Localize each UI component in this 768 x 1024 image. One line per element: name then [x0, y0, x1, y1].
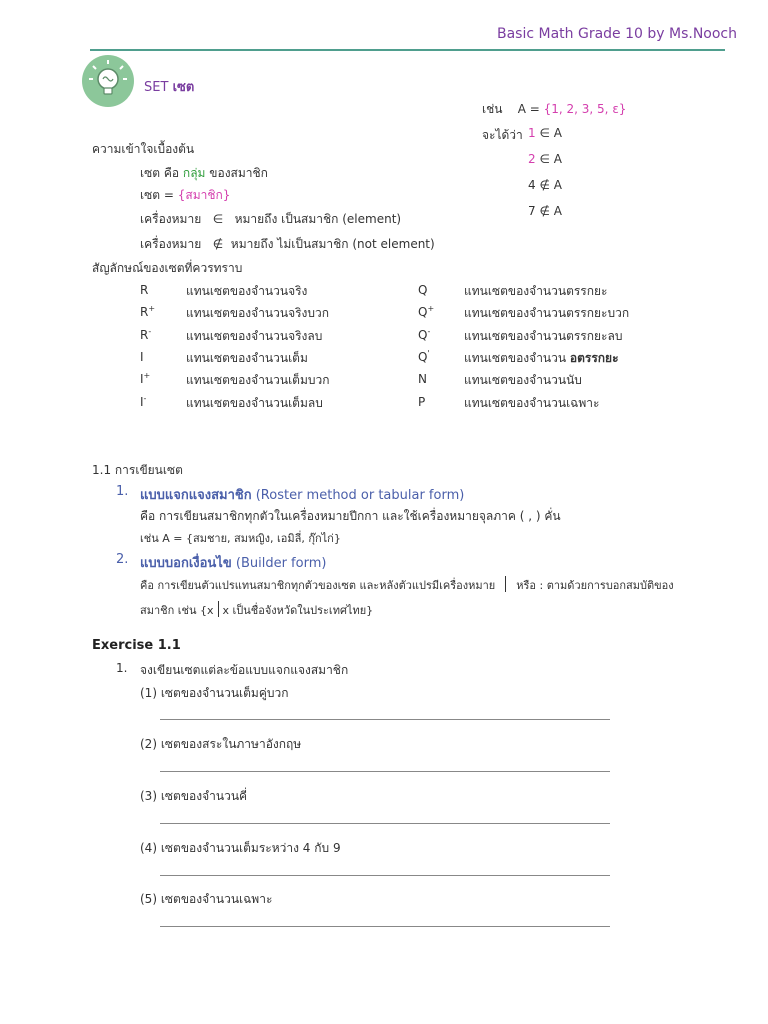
- intro-set-form: [140, 186, 230, 205]
- section-prefix: SET: [144, 80, 169, 95]
- symbol-item: [140, 394, 146, 409]
- symbol-desc-text: แทนเซตของจำนวนตรรกยะลบ: [464, 329, 623, 343]
- method2-title-th: แบบบอกเงื่อนไข: [140, 556, 232, 571]
- symbol-desc-text: แทนเซตของจำนวนตรรกยะ: [464, 284, 608, 298]
- symbol-item: [418, 304, 434, 319]
- answer-line[interactable]: [160, 719, 610, 720]
- exercise-item: (1) เซตของจำนวนเต็มคู่บวก: [140, 686, 289, 700]
- example-set-expr: A =: [517, 102, 544, 116]
- example-set: A: [553, 204, 562, 218]
- answer-line[interactable]: [160, 771, 610, 772]
- symbol-desc-text: แทนเซตของจำนวนเฉพาะ: [464, 396, 600, 410]
- exercise-item: (3) เซตของจำนวนคี่: [140, 789, 248, 803]
- symbol-desc: แทนเซตของจำนวนเต็ม: [186, 351, 308, 365]
- symbol-desc: [464, 282, 608, 301]
- method2-desc-a: คือ การเขียนตัวแปรแทนสมาชิกทุกตัวของเซต และหลังตัวแปรมีเครื่องหมาย: [140, 579, 496, 592]
- symbol-letter: I: [140, 395, 144, 409]
- set-braces: {สมาชิก}: [177, 188, 231, 202]
- example-set: A: [553, 152, 562, 166]
- example-set: A: [553, 178, 562, 192]
- section-name: เซต: [172, 80, 195, 95]
- method2-number: 2.: [116, 552, 129, 567]
- example-num: 7: [528, 204, 536, 218]
- writing-heading: 1.1 การเขียนเซต: [92, 463, 183, 477]
- symbol-item: [418, 349, 430, 364]
- answer-line[interactable]: [160, 823, 610, 824]
- method2-example-a: สมาชิก เช่น {x: [140, 604, 214, 617]
- symbol-item: [140, 349, 144, 364]
- symbol-letter: R: [140, 283, 149, 297]
- symbol-desc: แทนเซตของจำนวนเต็มลบ: [186, 396, 323, 410]
- def-post: ของสมาชิก: [209, 166, 268, 180]
- example-symbol: ∈: [539, 152, 550, 166]
- intro-definition: [140, 164, 268, 183]
- exercise-item: (4) เซตของจำนวนเต็มระหว่าง 4 กับ 9: [140, 841, 341, 855]
- symbol-sup: -: [143, 394, 147, 403]
- symbol-sup: +: [148, 304, 156, 313]
- method1-title-th: แบบแจกแจงสมาชิก: [140, 488, 252, 503]
- symbol-letter: I: [140, 372, 144, 386]
- symbol-sup: -: [427, 327, 431, 336]
- method2-desc-b: หรือ : ตามด้วยการบอกสมบัติของ: [516, 579, 674, 592]
- symbol-item: [140, 327, 151, 342]
- set-pre: เซต =: [140, 188, 174, 202]
- symbol-desc: แทนเซตของจำนวนจริงลบ: [186, 329, 323, 343]
- example-num: 2: [528, 152, 536, 166]
- answer-line[interactable]: [160, 875, 610, 876]
- method1-title: [140, 484, 464, 505]
- symbol-desc-text: แทนเซตของจำนวนนับ: [464, 373, 582, 387]
- symbol-letter: Q: [418, 305, 428, 319]
- example-set-line: [482, 100, 626, 119]
- section-title: [144, 76, 194, 97]
- symbol-desc: แทนเซตของจำนวนเต็มบวก: [186, 373, 330, 387]
- symbol-desc-bold: อตรรกยะ: [569, 351, 619, 365]
- vertical-bar-symbol: [218, 601, 219, 617]
- symbol-desc-text: แทนเซตของจำนวน: [464, 351, 570, 365]
- exercise-item: (2) เซตของสระในภาษาอังกฤษ: [140, 737, 302, 751]
- example-set-values: {1, 2, 3, 5, ε}: [543, 102, 627, 116]
- symbol-sup: +: [143, 371, 151, 380]
- vertical-bar-symbol: [505, 576, 506, 592]
- notelem-text: หมายถึง ไม่เป็นสมาชิก (not element): [230, 237, 435, 251]
- example-num: 1: [528, 126, 536, 140]
- example-num: 4: [528, 178, 536, 192]
- symbol-item: [418, 371, 427, 386]
- method1-example: เช่น A = {สมชาย, สมหญิง, เอมิลี่, กุ๊กไก่}: [140, 532, 341, 545]
- answer-line[interactable]: [160, 926, 610, 927]
- elem-text: หมายถึง เป็นสมาชิก (element): [234, 212, 402, 226]
- exercise-heading: Exercise 1.1: [92, 638, 181, 653]
- symbol-desc: แทนเซตของจำนวนจริง: [186, 284, 308, 298]
- symbol-letter: R: [140, 328, 149, 342]
- symbol-letter: N: [418, 372, 427, 386]
- symbol-sup: ': [427, 349, 430, 358]
- symbol-sup: +: [427, 304, 435, 313]
- symbol-letter: Q: [418, 328, 428, 342]
- example-symbol: ∉: [539, 204, 550, 218]
- example-symbol: ∈: [539, 126, 550, 140]
- symbol-desc: [464, 394, 599, 413]
- example-set: A: [553, 126, 562, 140]
- header-divider: [90, 49, 725, 51]
- method2-example-b: x เป็นชื่อจังหวัดในประเทศไทย}: [222, 604, 374, 617]
- method2-title: [140, 552, 326, 573]
- symbol-letter: Q: [418, 283, 428, 297]
- method1-number: 1.: [116, 484, 129, 499]
- symbol-item: [140, 282, 148, 297]
- exercise-question-number: 1.: [116, 661, 128, 675]
- symbol-letter: I: [140, 350, 144, 364]
- symbol-letter: P: [418, 395, 426, 409]
- symbol-item: [140, 371, 150, 386]
- symbol-item: [418, 282, 427, 297]
- symbol-desc: [464, 327, 622, 346]
- example-row: [528, 152, 562, 166]
- lightbulb-brain-icon: [82, 55, 134, 107]
- notelem-label: เครื่องหมาย: [140, 237, 202, 251]
- example-row: [528, 204, 562, 218]
- exercise-question-text: จงเขียนเซตแต่ละข้อแบบแจกแจงสมาชิก: [140, 663, 349, 677]
- method2-example: [140, 601, 373, 619]
- symbols-heading: สัญลักษณ์ของเซตที่ควรทราบ: [92, 261, 243, 275]
- symbol-sup: -: [148, 327, 152, 336]
- def-word: กลุ่ม: [182, 166, 206, 180]
- elem-label: เครื่องหมาย: [140, 212, 202, 226]
- symbol-desc: [464, 371, 582, 390]
- symbol-desc: [464, 349, 619, 368]
- header-title: Basic Math Grade 10 by Ms.Nooch: [497, 26, 738, 42]
- symbol-letter: R: [140, 305, 149, 319]
- intro-heading: ความเข้าใจเบื้องต้น: [92, 142, 195, 156]
- symbol-desc-text: แทนเซตของจำนวนตรรกยะบวก: [464, 306, 630, 320]
- method2-title-en: (Builder form): [235, 556, 327, 571]
- symbol-item: [418, 394, 425, 409]
- method1-desc: คือ การเขียนสมาชิกทุกตัวในเครื่องหมายปีกกา และใช้เครื่องหมายจุลภาค ( , ) คั่น: [140, 509, 561, 523]
- method2-desc: [140, 576, 674, 594]
- example-row: [528, 178, 562, 192]
- symbol-desc: [464, 304, 629, 323]
- example-row: [528, 126, 562, 140]
- def-pre: เซต คือ: [140, 166, 180, 180]
- symbol-desc: แทนเซตของจำนวนจริงบวก: [186, 306, 330, 320]
- symbol-letter: Q: [418, 350, 428, 364]
- method1-title-en: (Roster method or tabular form): [255, 488, 465, 503]
- example-so-label: จะได้ว่า: [482, 128, 523, 142]
- intro-element: [140, 210, 401, 229]
- symbol-item: [418, 327, 430, 342]
- example-label: เช่น: [482, 102, 503, 116]
- example-symbol: ∉: [539, 178, 550, 192]
- symbol-item: [140, 304, 155, 319]
- exercise-item: (5) เซตของจำนวนเฉพาะ: [140, 892, 273, 906]
- notelem-symbol: ∉: [212, 237, 224, 251]
- intro-not-element: [140, 235, 435, 254]
- elem-symbol: ∈: [212, 212, 224, 226]
